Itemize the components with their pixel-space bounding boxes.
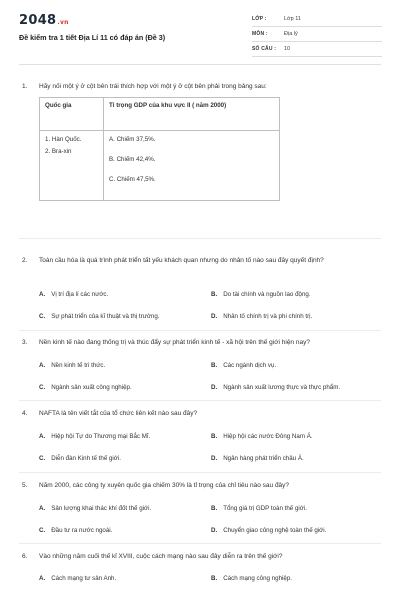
question-text: NAFTA là tên viết tắt của tổ chức liên kết nào sau đây? bbox=[39, 410, 198, 417]
option-text: Hiệp hội Tự do Thương mại Bắc Mĩ. bbox=[51, 433, 151, 440]
meta-row-subject bbox=[252, 28, 382, 42]
answer-option[interactable] bbox=[211, 361, 381, 371]
answer-option[interactable] bbox=[39, 383, 209, 393]
question-number: 2. bbox=[22, 257, 28, 264]
answer-option[interactable] bbox=[211, 383, 381, 393]
share-item: C. Chiếm 47,5%. bbox=[109, 176, 156, 183]
table-cell-countries bbox=[40, 131, 104, 201]
option-text: Hiệp hội các nước Đông Nam Á. bbox=[223, 433, 313, 440]
share-item: B. Chiếm 42,4%. bbox=[109, 156, 156, 163]
option-key: D. bbox=[211, 527, 218, 534]
option-key: A. bbox=[39, 291, 46, 298]
option-key: B. bbox=[211, 433, 218, 440]
option-text: Các ngành dịch vụ. bbox=[223, 362, 277, 369]
option-text: Vị trí địa lí các nước. bbox=[51, 291, 109, 298]
section-divider bbox=[19, 400, 381, 401]
country-item: 2. Bra-xin bbox=[45, 148, 72, 155]
option-key: B. bbox=[211, 505, 218, 512]
option-text: Nền kinh tế tri thức. bbox=[51, 362, 106, 369]
option-text: Nhân tố chính trị và phi chính trị. bbox=[223, 313, 313, 320]
option-key: A. bbox=[39, 433, 46, 440]
question-number: 6. bbox=[22, 553, 28, 560]
question-text: Toàn cầu hóa là quá trình phát triển tất yếu khách quan nhưng do nhân tố nào sau đây quyết định? bbox=[39, 257, 324, 264]
table-cell-shares bbox=[104, 131, 280, 201]
meta-label: SỐ CÂU : bbox=[252, 46, 277, 52]
option-text: Sự phát triển của kĩ thuật và thị trường. bbox=[51, 313, 160, 320]
header-divider bbox=[19, 64, 381, 65]
share-item: A. Chiếm 37,5%. bbox=[109, 136, 156, 143]
option-key: D. bbox=[211, 384, 218, 391]
option-text: Ngành sản xuất lương thực và thực phẩm. bbox=[223, 384, 341, 391]
meta-label: MÔN : bbox=[252, 31, 268, 37]
document-title: Đề kiểm tra 1 tiết Địa Lí 11 có đáp án (Đề 3) bbox=[19, 33, 166, 42]
answer-option[interactable] bbox=[211, 312, 381, 322]
option-text: Sản lượng khai thác khí đốt thế giới. bbox=[51, 505, 152, 512]
option-key: C. bbox=[39, 384, 46, 391]
meta-row-count bbox=[252, 43, 382, 57]
site-logo[interactable] bbox=[19, 13, 69, 28]
option-text: Đầu tư ra nước ngoài. bbox=[51, 527, 113, 534]
answer-option[interactable] bbox=[39, 574, 209, 584]
option-key: C. bbox=[39, 313, 46, 320]
option-key: C. bbox=[39, 527, 46, 534]
meta-info bbox=[252, 13, 382, 58]
option-key: B. bbox=[211, 575, 218, 582]
section-divider bbox=[19, 330, 381, 331]
meta-label: LỚP : bbox=[252, 16, 267, 22]
option-text: Tổng giá trị GDP toàn thế giới. bbox=[223, 505, 307, 512]
matching-table bbox=[39, 97, 280, 201]
option-text: Ngành sản xuất công nghiệp. bbox=[51, 384, 132, 391]
meta-row-class bbox=[252, 13, 382, 27]
logo-suffix: .vn bbox=[57, 19, 69, 26]
logo-text: 2048 bbox=[19, 13, 57, 28]
option-text: Cách mạng tư sản Anh. bbox=[51, 575, 117, 582]
question-text: Nền kinh tế nào đang thống trị và thúc đẩy sự phát triển kinh tế - xã hội trên thế giới hiện nay? bbox=[39, 339, 310, 346]
option-key: A. bbox=[39, 505, 46, 512]
option-key: D. bbox=[211, 455, 218, 462]
section-divider bbox=[19, 238, 381, 239]
answer-option[interactable] bbox=[39, 454, 209, 464]
option-key: B. bbox=[211, 291, 218, 298]
answer-option[interactable] bbox=[39, 290, 209, 300]
meta-value: 10 bbox=[284, 46, 291, 52]
answer-option[interactable] bbox=[39, 504, 209, 514]
option-text: Cách mạng công nghiệp. bbox=[223, 575, 292, 582]
option-text: Ngân hàng phát triển châu Á. bbox=[223, 455, 304, 462]
option-key: A. bbox=[39, 362, 46, 369]
meta-value: Lớp 11 bbox=[284, 16, 301, 22]
answer-option[interactable] bbox=[211, 290, 381, 300]
option-key: D. bbox=[211, 313, 218, 320]
question-number: 4. bbox=[22, 410, 28, 417]
section-divider bbox=[19, 543, 381, 544]
question-text: Hãy nối một ý ở cột bên trái thích hợp với một ý ở cột bên phải trong bảng sau: bbox=[39, 83, 267, 90]
question-number: 1. bbox=[22, 83, 28, 90]
question-number: 3. bbox=[22, 339, 28, 346]
answer-option[interactable] bbox=[39, 312, 209, 322]
option-text: Diễn đàn Kinh tế thế giới. bbox=[51, 455, 121, 462]
option-text: Chuyển giao công nghệ toàn thế giới. bbox=[223, 527, 327, 534]
country-item: 1. Hàn Quốc. bbox=[45, 136, 82, 143]
question-text: Năm 2000, các công ty xuyên quốc gia chiếm 30% là tỉ trọng của chỉ tiêu nào sau đây? bbox=[39, 482, 290, 489]
answer-option[interactable] bbox=[39, 432, 209, 442]
answer-option[interactable] bbox=[211, 432, 381, 442]
option-key: A. bbox=[39, 575, 46, 582]
answer-option[interactable] bbox=[211, 504, 381, 514]
option-text: Do tài chính và nguồn lao động. bbox=[223, 291, 311, 298]
answer-option[interactable] bbox=[39, 526, 209, 536]
page-header bbox=[0, 0, 400, 60]
answer-option[interactable] bbox=[211, 454, 381, 464]
option-key: C. bbox=[39, 455, 46, 462]
section-divider bbox=[19, 472, 381, 473]
answer-option[interactable] bbox=[211, 574, 381, 584]
question-number: 5. bbox=[22, 482, 28, 489]
answer-option[interactable] bbox=[39, 361, 209, 371]
table-header-gdp: Tỉ trọng GDP của khu vực II ( năm 2000) bbox=[104, 98, 280, 131]
question-text: Vào những năm cuối thế kỉ XVIII, cuộc cách mạng nào sau đây diễn ra trên thế giới? bbox=[39, 553, 283, 560]
meta-value: Địa lý bbox=[284, 31, 298, 37]
answer-option[interactable] bbox=[211, 526, 381, 536]
table-header-country: Quốc gia bbox=[40, 98, 104, 131]
option-key: B. bbox=[211, 362, 218, 369]
